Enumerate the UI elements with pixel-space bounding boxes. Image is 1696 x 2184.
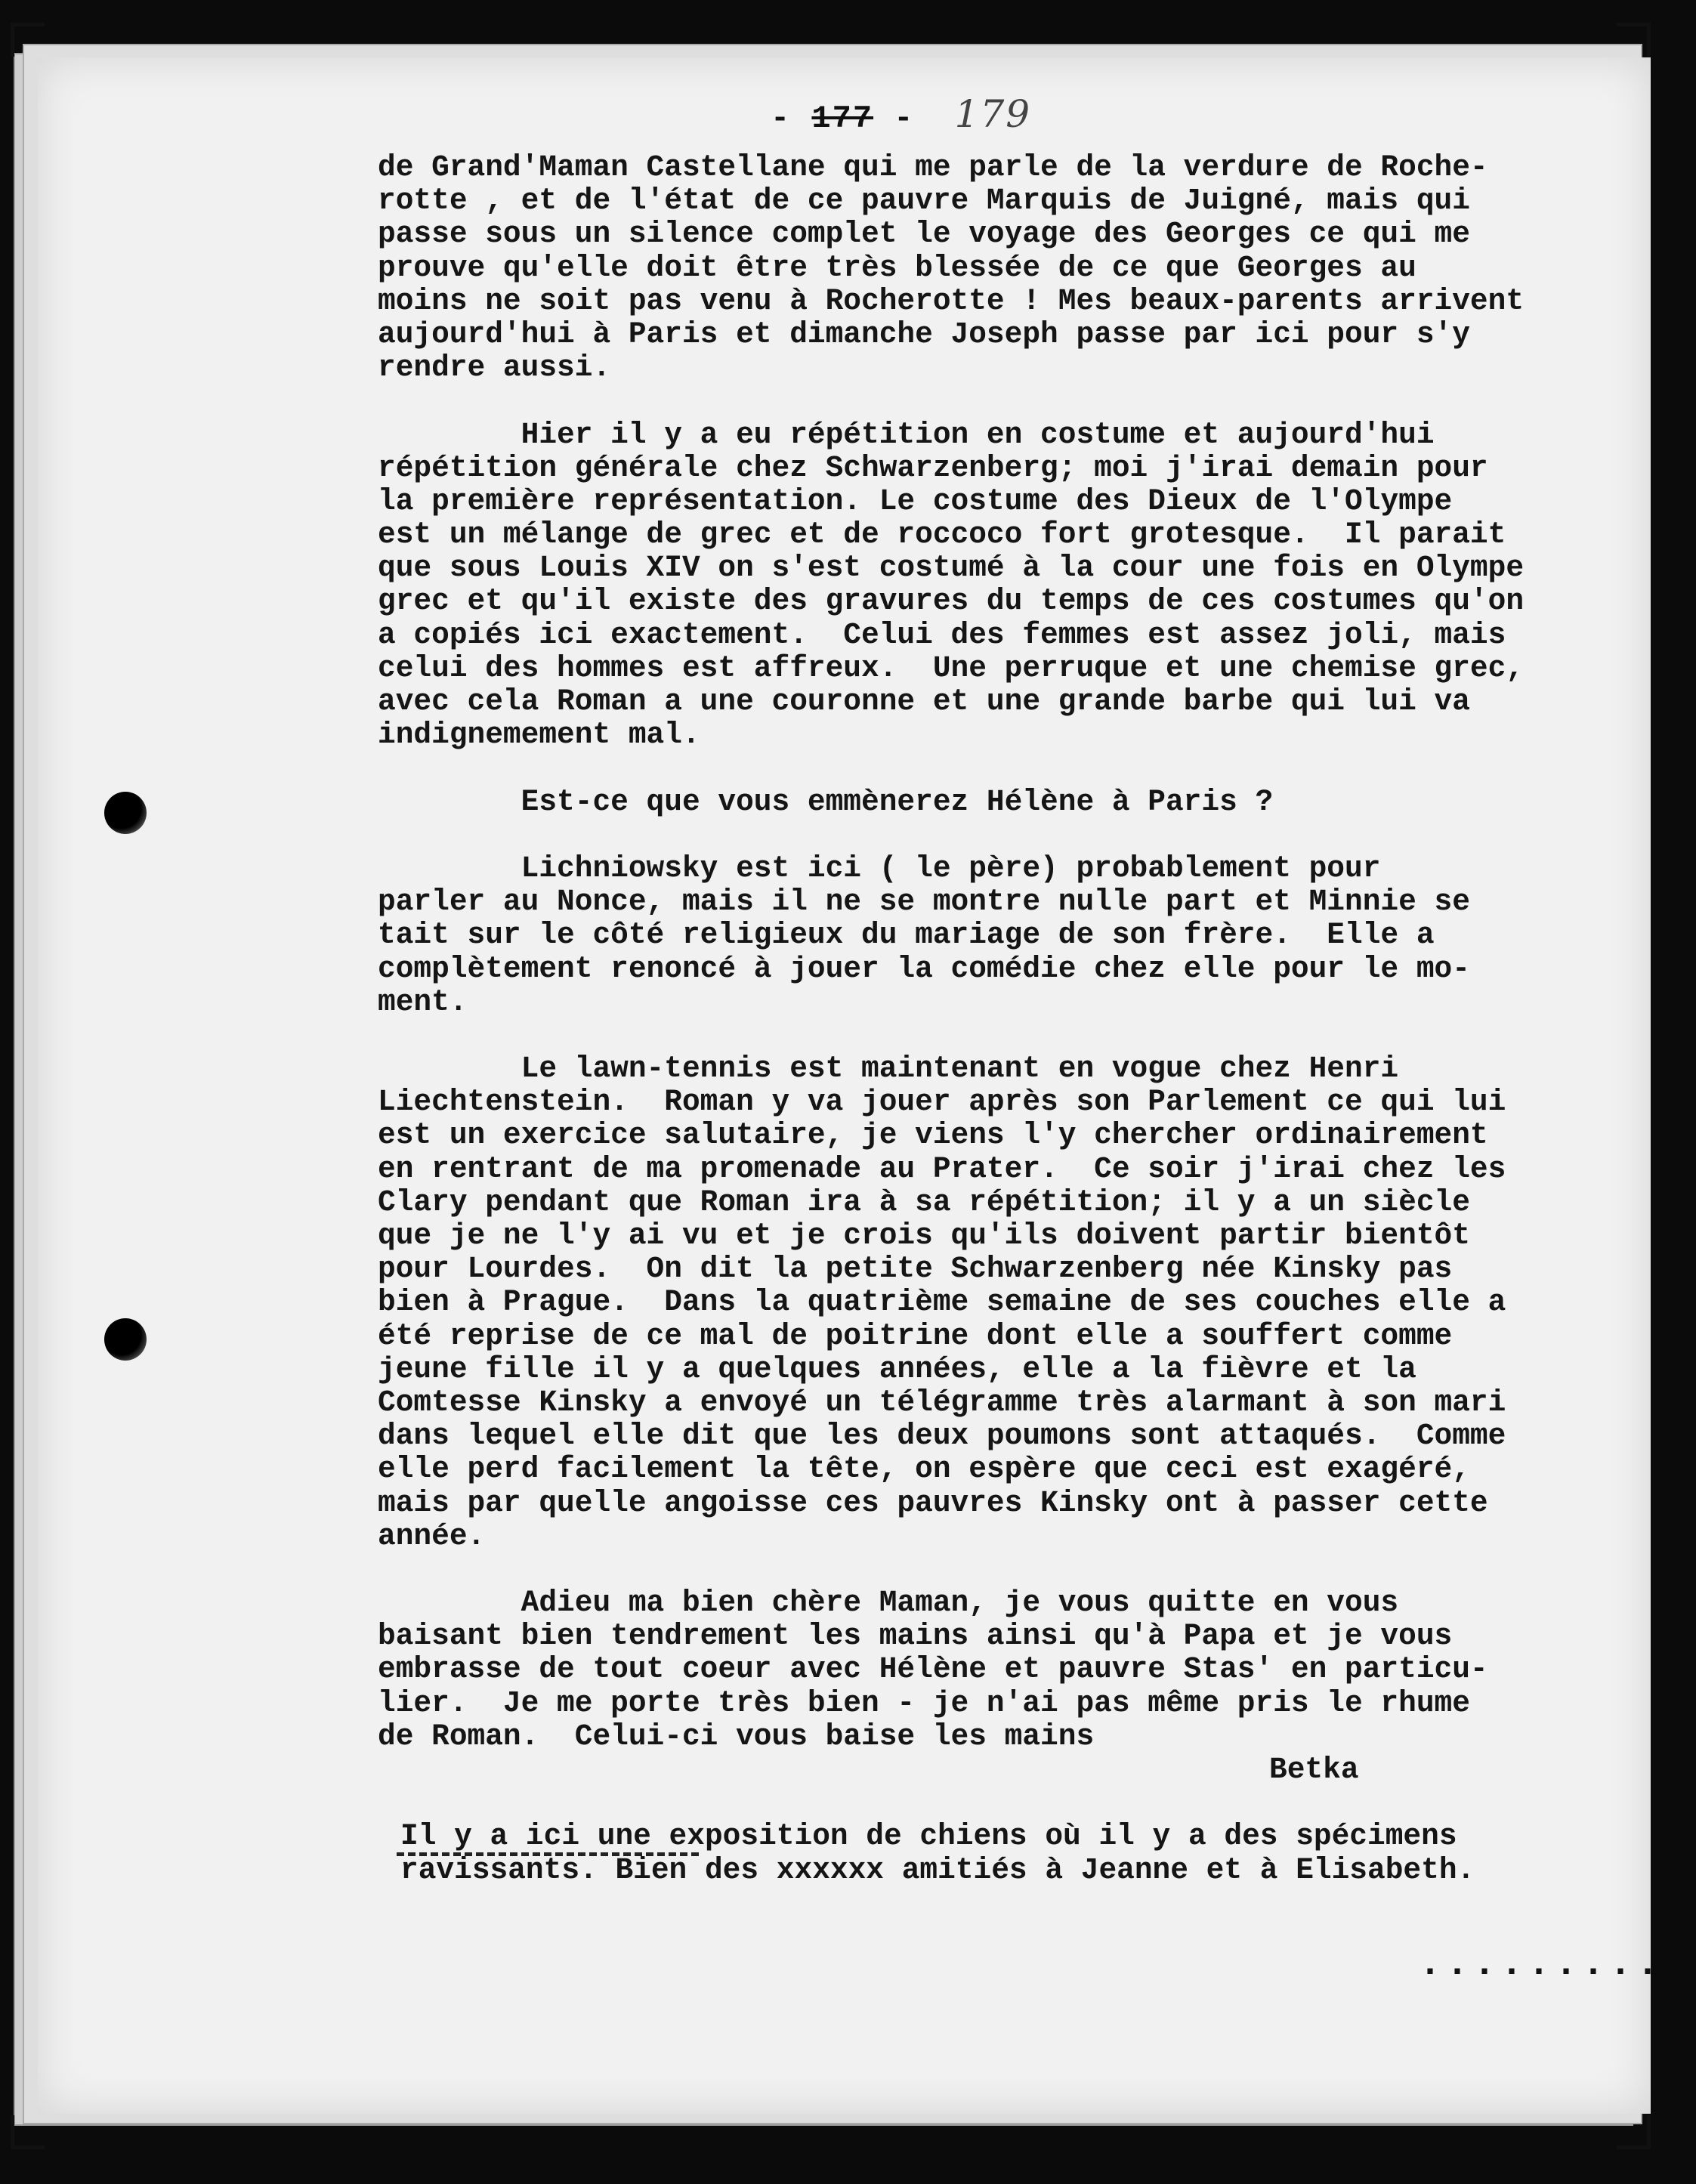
text-line: rendre aussi. [378,351,611,385]
text-line: pour Lourdes. On dit la petite Schwarzenberg née Kinsky pas [378,1252,1453,1287]
postscript-line: ravissants. Bien des xxxxxx amitiés à Jeanne et à Elisabeth. [400,1852,1475,1887]
text-line: Lichniowsky est ici ( le père) probablement pour [378,851,1381,885]
paragraph-gap [378,1553,1632,1586]
text-line: ment. [378,984,468,1019]
corner-mark-bottom-right [1617,2115,1651,2149]
text-line: tait sur le côté religieux du mariage de son frère. Elle a [378,918,1435,953]
text-line: Comtesse Kinsky a envoyé un télégramme très alarmant à son mari [378,1385,1506,1419]
postscript-line: Il y a ici une exposition de chiens où il y a des spécimens [400,1819,1457,1854]
paragraph-gap [378,1019,1632,1052]
text-line: été reprise de ce mal de poitrine dont elle a souffert comme [378,1318,1453,1353]
text-line: moins ne soit pas venu à Rocherotte ! Mes beaux-parents arrivent [378,283,1525,318]
paragraph-gap [378,819,1632,852]
text-line: aujourd'hui à Paris et dimanche Joseph passe par ici pour s'y [378,317,1470,351]
page-number-struck: 177 [811,100,874,137]
text-line: embrasse de tout coeur avec Hélène et pauvre Stas' en particu- [378,1652,1488,1687]
text-line: elle perd facilement la tête, on espère que ceci est exagéré, [378,1452,1470,1487]
text-line: celui des hommes est affreux. Une perruque et une chemise grec, [378,650,1525,685]
text-line: a copiés ici exactement. Celui des femmes est assez joli, mais [378,617,1506,652]
text-line: est un mélange de grec et de roccoco fort grotesque. Il parait [378,517,1506,552]
text-line: avec cela Roman a une couronne et une grande barbe qui lui va [378,684,1470,718]
text-line: bien à Prague. Dans la quatrième semaine de ses couches elle a [378,1285,1506,1320]
text-line: Liechtenstein. Roman y va jouer après son Parlement ce qui lui [378,1085,1506,1120]
page-number-handwritten: 179 [954,92,1032,136]
text-line: Clary pendant que Roman ira à sa répétition; il y a un siècle [378,1185,1470,1219]
text-line: grec et qu'il existe des gravures du temps de ces costumes qu'on [378,584,1525,619]
text-line: Adieu ma bien chère Maman, je vous quitte en vous [378,1586,1399,1620]
text-line: Hier il y a eu répétition en costume et aujourd'hui [378,417,1435,452]
text-line: rotte , et de l'état de ce pauvre Marquis de Juigné, mais qui [378,184,1470,218]
text-line: répétition générale chez Schwarzenberg; moi j'irai demain pour [378,450,1488,485]
text-line: en rentrant de ma promenade au Prater. Ce soir j'irai chez les [378,1151,1506,1186]
text-line: est un exercice salutaire, je viens l'y chercher ordinairement [378,1118,1488,1153]
corner-mark-top-left [11,23,45,57]
paragraph-gap [378,752,1632,785]
punch-hole-bottom [104,1318,147,1361]
text-line: indignemement mal. [378,718,700,752]
paragraph-gap [378,1787,1632,1820]
text-line: Le lawn-tennis est maintenant en vogue chez Henri [378,1052,1399,1086]
text-line: dans lequel elle dit que les deux poumons sont attaqués. Comme [378,1419,1506,1453]
text-line: baisant bien tendrement les mains ainsi qu'à Papa et je vous [378,1619,1453,1654]
text-line: jeune fille il y a quelques années, elle a la fièvre et la [378,1351,1416,1386]
text-line: que sous Louis XIV on s'est costumé à la cour une fois en Olympe [378,551,1525,585]
punch-hole-top [104,792,147,834]
text-line: parler au Nonce, mais il ne se montre nulle part et Minnie se [378,885,1470,919]
paragraph-gap [378,385,1632,418]
text-line: année. [378,1518,486,1553]
text-line: prouve qu'elle doit être très blessée de ce que Georges au [378,250,1416,285]
dashed-rule [397,1852,699,1861]
text-line: complètement renoncé à jouer la comédie chez elle pour le mo- [378,951,1470,986]
text-line: lier. Je me porte très bien - je n'ai pas même pris le rhume [378,1685,1470,1720]
text-line: mais par quelle angoisse ces pauvres Kinsky ont à passer cette [378,1485,1488,1520]
text-line: de Grand'Maman Castellane qui me parle de la verdure de Roche- [378,150,1488,184]
text-line: la première représentation. Le costume des Dieux de l'Olympe [378,483,1453,518]
text-line: de Roman. Celui-ci vous baise les mains [378,1719,1095,1753]
corner-mark-bottom-left [11,2115,45,2149]
signature: Betka [1269,1753,1359,1787]
trailing-dots: ......... [1419,1943,1664,1986]
page-number: - 177 - 179 [771,92,1032,137]
text-line: que je ne l'y ai vu et je crois qu'ils doivent partir bientôt [378,1219,1470,1253]
corner-mark-top-right [1617,23,1651,57]
text-line: passe sous un silence complet le voyage des Georges ce qui me [378,217,1470,252]
letter-body [378,151,1632,1887]
text-line: Est-ce que vous emmènerez Hélène à Paris ? [378,784,1274,819]
